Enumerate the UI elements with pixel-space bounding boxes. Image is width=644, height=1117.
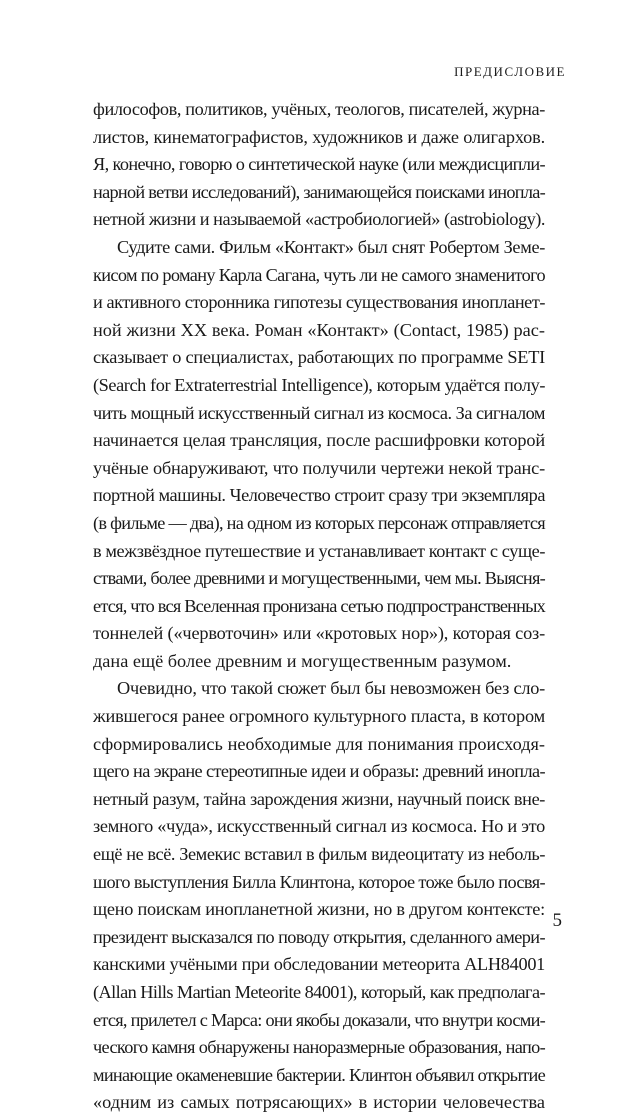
text-line: минающие окаменевшие бактерии. Клинтон объявил открытие bbox=[93, 1064, 545, 1085]
text-line: и активного сторонника гипотезы существования инопланет- bbox=[93, 292, 545, 313]
text-line: президент высказался по поводу открытия, сделанного амери- bbox=[93, 926, 546, 947]
text-line: ческого камня обнаружены наноразмерные образования, напо- bbox=[93, 1037, 546, 1058]
text-line: ется, прилетел с Марса: они якобы доказали, что внутри косми- bbox=[93, 1009, 545, 1030]
text-line: Я, конечно, говорю о синтетической науке (или междисципли- bbox=[93, 154, 546, 175]
text-line: Очевидно, что такой сюжет был бы невозможен без сло- bbox=[117, 678, 545, 699]
text-line: ется, что вся Вселенная пронизана сетью подпространственных bbox=[93, 595, 546, 616]
body-text bbox=[93, 96, 545, 1117]
text-line: (Search for Extraterrestrial Intelligence), которым удаётся полу- bbox=[93, 374, 545, 395]
text-line: учёные обнаруживают, что получили чертежи некой транс- bbox=[93, 457, 546, 478]
text-line: (Allan Hills Martian Meteorite 84001), который, как предполага- bbox=[93, 982, 545, 1002]
text-line: земного «чуда», искусственный сигнал из космоса. Но и это bbox=[93, 816, 545, 837]
text-line: портной машины. Человечество строит сразу три экземпляра bbox=[93, 485, 545, 506]
text-line: Судите сами. Фильм «Контакт» был снят Робертом Земе- bbox=[117, 236, 546, 257]
text-line: начинается целая трансляция, после расшифровки которой bbox=[93, 430, 545, 451]
text-line: ещё не всё. Земекис вставил в фильм видеоцитату из неболь- bbox=[93, 844, 545, 865]
text-line: листов, кинематографистов, художников и даже олигархов. bbox=[93, 126, 546, 147]
text-line: жившегося ранее огромного культурного пласта, в котором bbox=[93, 706, 545, 727]
text-line: нетный разум, тайна зарождения жизни, научный поиск вне- bbox=[93, 788, 546, 809]
text-line: «одним из самых потрясающих» в истории человечества bbox=[93, 1092, 545, 1113]
text-line: дана ещё более древним и могущественным разумом. bbox=[93, 650, 512, 671]
running-head: ПРЕДИСЛОВИЕ bbox=[454, 64, 566, 79]
text-line: тоннелей («червоточин» или «кротовых нор»), которая соз- bbox=[93, 623, 545, 644]
text-line: сказывает о специалистах, работающих по программе SETI bbox=[93, 347, 545, 368]
text-line: в межзвёздное путешествие и устанавливает контакт с суще- bbox=[93, 540, 545, 561]
text-line: щено поискам инопланетной жизни, но в другом контексте: bbox=[93, 899, 546, 920]
text-line: сформировались необходимые для понимания происходя- bbox=[93, 733, 545, 754]
text-line: канскими учёными при обследовании метеорита ALH84001 bbox=[93, 954, 546, 975]
text-line: (в фильме — два), на одном из которых персонаж отправляется bbox=[93, 512, 545, 533]
text-line: шого выступления Билла Клинтона, которое тоже было посвя- bbox=[93, 871, 545, 892]
text-line: нарной ветви исследований), занимающейся поисками инопла- bbox=[93, 181, 545, 202]
text-line: кисом по роману Карла Сагана, чуть ли не самого знаменитого bbox=[93, 264, 545, 285]
text-line: чить мощный искусственный сигнал из космоса. За сигналом bbox=[93, 402, 546, 423]
text-line: ной жизни XX века. Роман «Контакт» (Contact, 1985) рас- bbox=[93, 319, 545, 340]
text-line: философов, политиков, учёных, теологов, писателей, журна- bbox=[93, 99, 545, 119]
page-number: 5 bbox=[552, 910, 562, 931]
text-line: ствами, более древними и могущественными, чем мы. Выясня- bbox=[93, 568, 546, 589]
text-line: нетной жизни и называемой «астробиологией» (astrobiology). bbox=[93, 209, 545, 230]
text-line: щего на экране стереотипные идеи и образы: древний инопла- bbox=[93, 761, 546, 782]
